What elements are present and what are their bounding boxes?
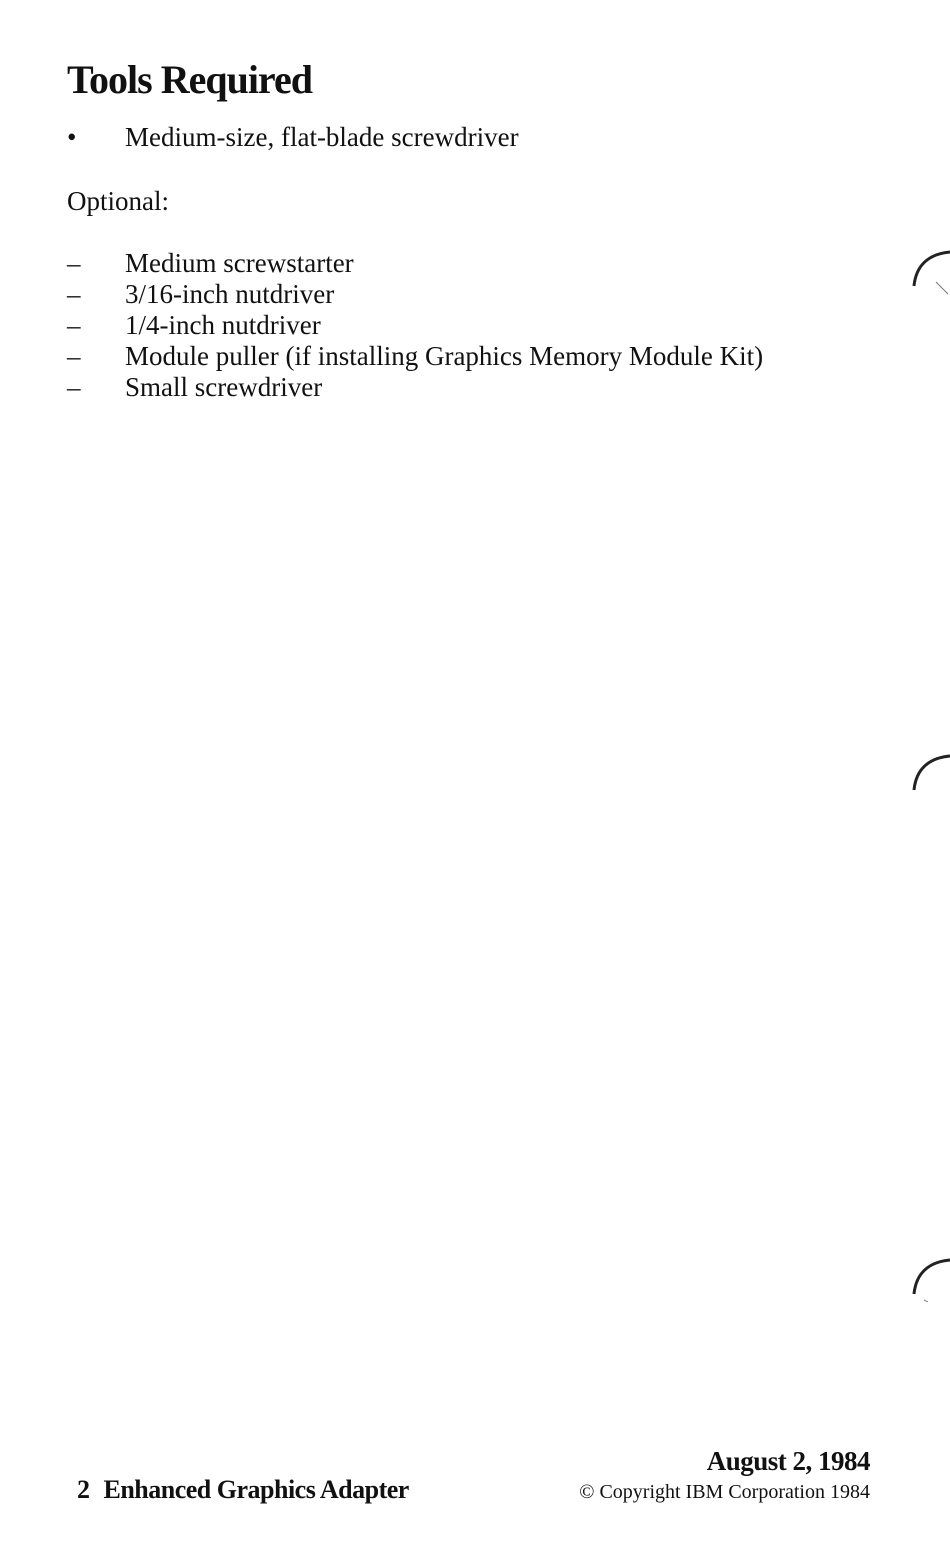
optional-label: Optional:: [67, 186, 169, 216]
list-item-text: Medium-size, flat-blade screwdriver: [125, 122, 519, 152]
dash-marker: –: [67, 310, 81, 340]
page-number: 2: [77, 1475, 90, 1504]
optional-tools-list: [67, 248, 763, 403]
list-item: [67, 372, 763, 403]
dash-marker: –: [67, 248, 81, 278]
book-title: Enhanced Graphics Adapter: [103, 1475, 409, 1504]
list-item: [67, 310, 763, 341]
list-item: [67, 279, 763, 310]
footer-date: August 2, 1984: [706, 1446, 870, 1476]
list-item: [67, 248, 763, 279]
dash-marker: –: [67, 341, 81, 371]
binder-hole-mark: [910, 246, 950, 296]
page-footer-title: [77, 1475, 409, 1505]
page-heading: Tools Required: [67, 57, 312, 102]
copyright-notice: © Copyright IBM Corporation 1984: [579, 1481, 870, 1503]
list-item-text: 3/16-inch nutdriver: [125, 279, 335, 309]
binder-hole-mark: [910, 748, 950, 798]
list-item-text: Medium screwstarter: [125, 248, 354, 278]
required-tools-list: [67, 122, 519, 153]
binder-hole-mark: [910, 1252, 950, 1302]
list-item: [67, 341, 763, 372]
dash-marker: –: [67, 279, 81, 309]
list-item-text: Small screwdriver: [125, 372, 323, 402]
list-item-text: Module puller (if installing Graphics Memory Module Kit): [125, 341, 764, 371]
list-item-text: 1/4-inch nutdriver: [125, 310, 321, 340]
list-item: [67, 122, 519, 153]
bullet-marker: •: [67, 122, 77, 152]
dash-marker: –: [67, 372, 81, 402]
